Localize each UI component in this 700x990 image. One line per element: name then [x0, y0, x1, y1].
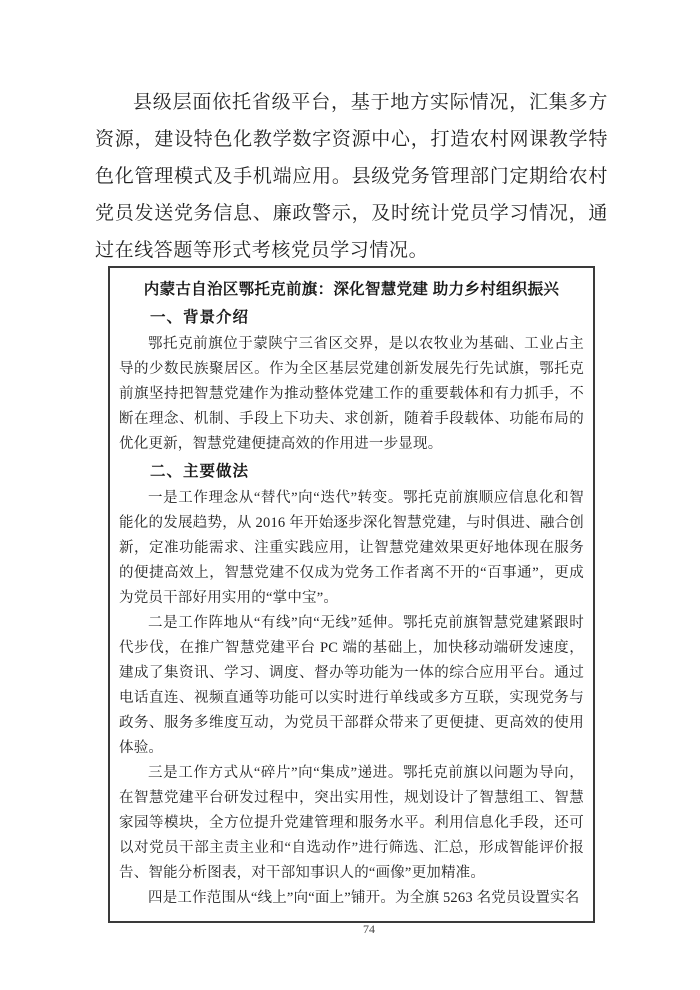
practice-paragraph-3: 三是工作方式从“碎片”向“集成”递进。鄂托克前旗以问题为导向，在智慧党建平台研发过程中，突出实用性，规划设计了智慧组工、智慧家园等模块，全方位提升党建管理和服务水平。利用信息化手段，还可以对党员干部主责主业和“自选动作”进行筛选、汇总，形成智能评价报告、智能分析图表，对干部知事识人的“画像”更加精准。 [119, 765, 584, 881]
case-box-title: 内蒙古自治区鄂托克前旗：深化智慧党建 助力乡村组织振兴 [143, 281, 560, 298]
background-paragraph: 鄂托克前旗位于蒙陕宁三省区交界，是以农牧业为基础、工业占主导的少数民族聚居区。作为全区基层党建创新发展先行先试旗，鄂托克前旗坚持把智慧党建作为推动整体党建工作的重要载体和有力抓手，不断在理念、机制、手段上下功夫、求创新，随着手段载体、功能布局的优化更新，智慧党建便捷高效的作用进一步显现。 [119, 336, 584, 452]
page-number: 74 [363, 922, 375, 936]
practice-paragraph-4: 四是工作范围从“线上”向“面上”铺开。为全旗 5263 名党员设置实名 [148, 890, 580, 906]
intro-paragraph: 县级层面依托省级平台，基于地方实际情况，汇集多方资源，建设特色化教学数字资源中心，打造农村网课教学特色化管理模式及手机端应用。县级党务管理部门定期给农村党员发送党务信息、廉政警示，及时统计党员学习情况，通过在线答题等形式考核党员学习情况。 [95, 92, 608, 261]
practice-paragraph-2: 二是工作阵地从“有线”向“无线”延伸。鄂托克前旗智慧党建紧跟时代步伐，在推广智慧党建平台 PC 端的基础上，加快移动端研发速度，建成了集资讯、学习、调度、督办等功能为一体的综合应用平台。通过电话直连、视频直通等功能可以实时进行单线或多方互联，实现党务与政务、服务多维度互动，为党员干部群众带来了更便捷、更高效的使用体验。 [119, 615, 584, 756]
section-heading-background: 一、背景介绍 [150, 309, 250, 326]
section-heading-main-practices: 二、主要做法 [150, 463, 250, 480]
practice-paragraph-1: 一是工作理念从“替代”向“迭代”转变。鄂托克前旗顺应信息化和智能化的发展趋势，从 2016 年开始逐步深化智慧党建，与时俱进、融合创新，定准功能需求、注重实践应用，让智慧党建效果更好地体现在服务的便捷高效上，智慧党建不仅成为党务工作者离不开的“百事通”，更成为党员干部好用实用的“掌中宝”。 [119, 490, 584, 606]
case-study-box [108, 266, 595, 923]
